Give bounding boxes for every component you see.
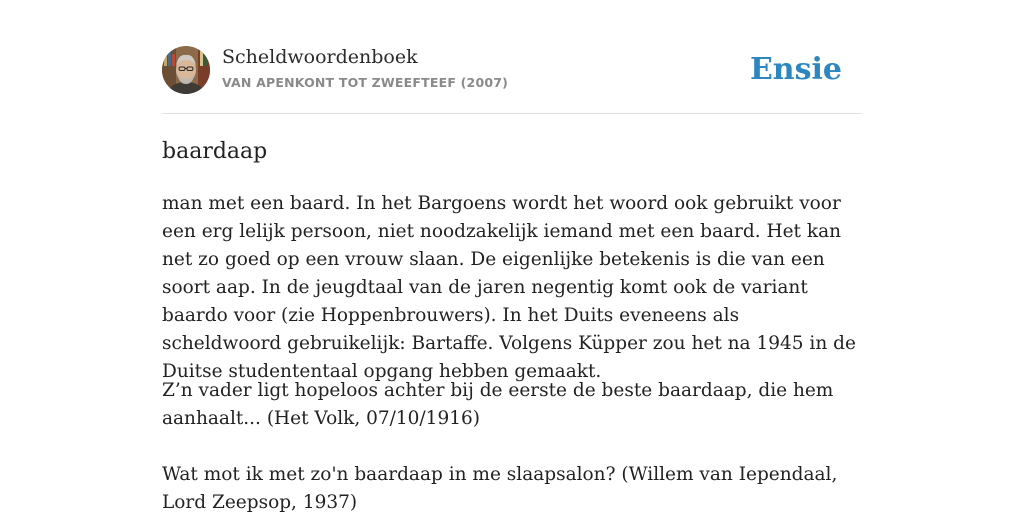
- header-divider: [162, 113, 862, 114]
- entry-term: baardaap: [162, 139, 268, 164]
- source-subtitle: VAN APENKONT TOT ZWEEFTEEF (2007): [222, 75, 509, 90]
- entry-example: Wat mot ik met zo'n baardaap in me slaapsalon? (Willem van Iependaal, Lord Zeepsop, 1937): [162, 464, 838, 512]
- source-header: [162, 46, 862, 96]
- author-avatar[interactable]: [162, 46, 210, 94]
- entry-definition: man met een baard. In het Bargoens wordt het woord ook gebruikt voor een erg lelijk persoon, niet noodzakelijk iemand met een baard. Het kan net zo goed op een vrouw slaan. De eigenlijke betekenis is die van een soort aap. In de jeugdtaal van de jaren negentig komt ook de variant baardo voor (zie Hoppenbrouwers). In het Duits eveneens als scheldwoord gebruikelijk: Bartaffe. Volgens Küpper zou het na 1945 in de Duitse studententaal opgang hebben gemaakt.: [162, 193, 856, 382]
- entry-example: Z’n vader ligt hopeloos achter bij de eerste de beste baardaap, die hem aanhaalt... (Het Volk, 07/10/1916): [162, 380, 834, 429]
- source-title[interactable]: Scheldwoordenboek: [222, 46, 418, 68]
- ensie-logo[interactable]: Ensie: [749, 52, 842, 87]
